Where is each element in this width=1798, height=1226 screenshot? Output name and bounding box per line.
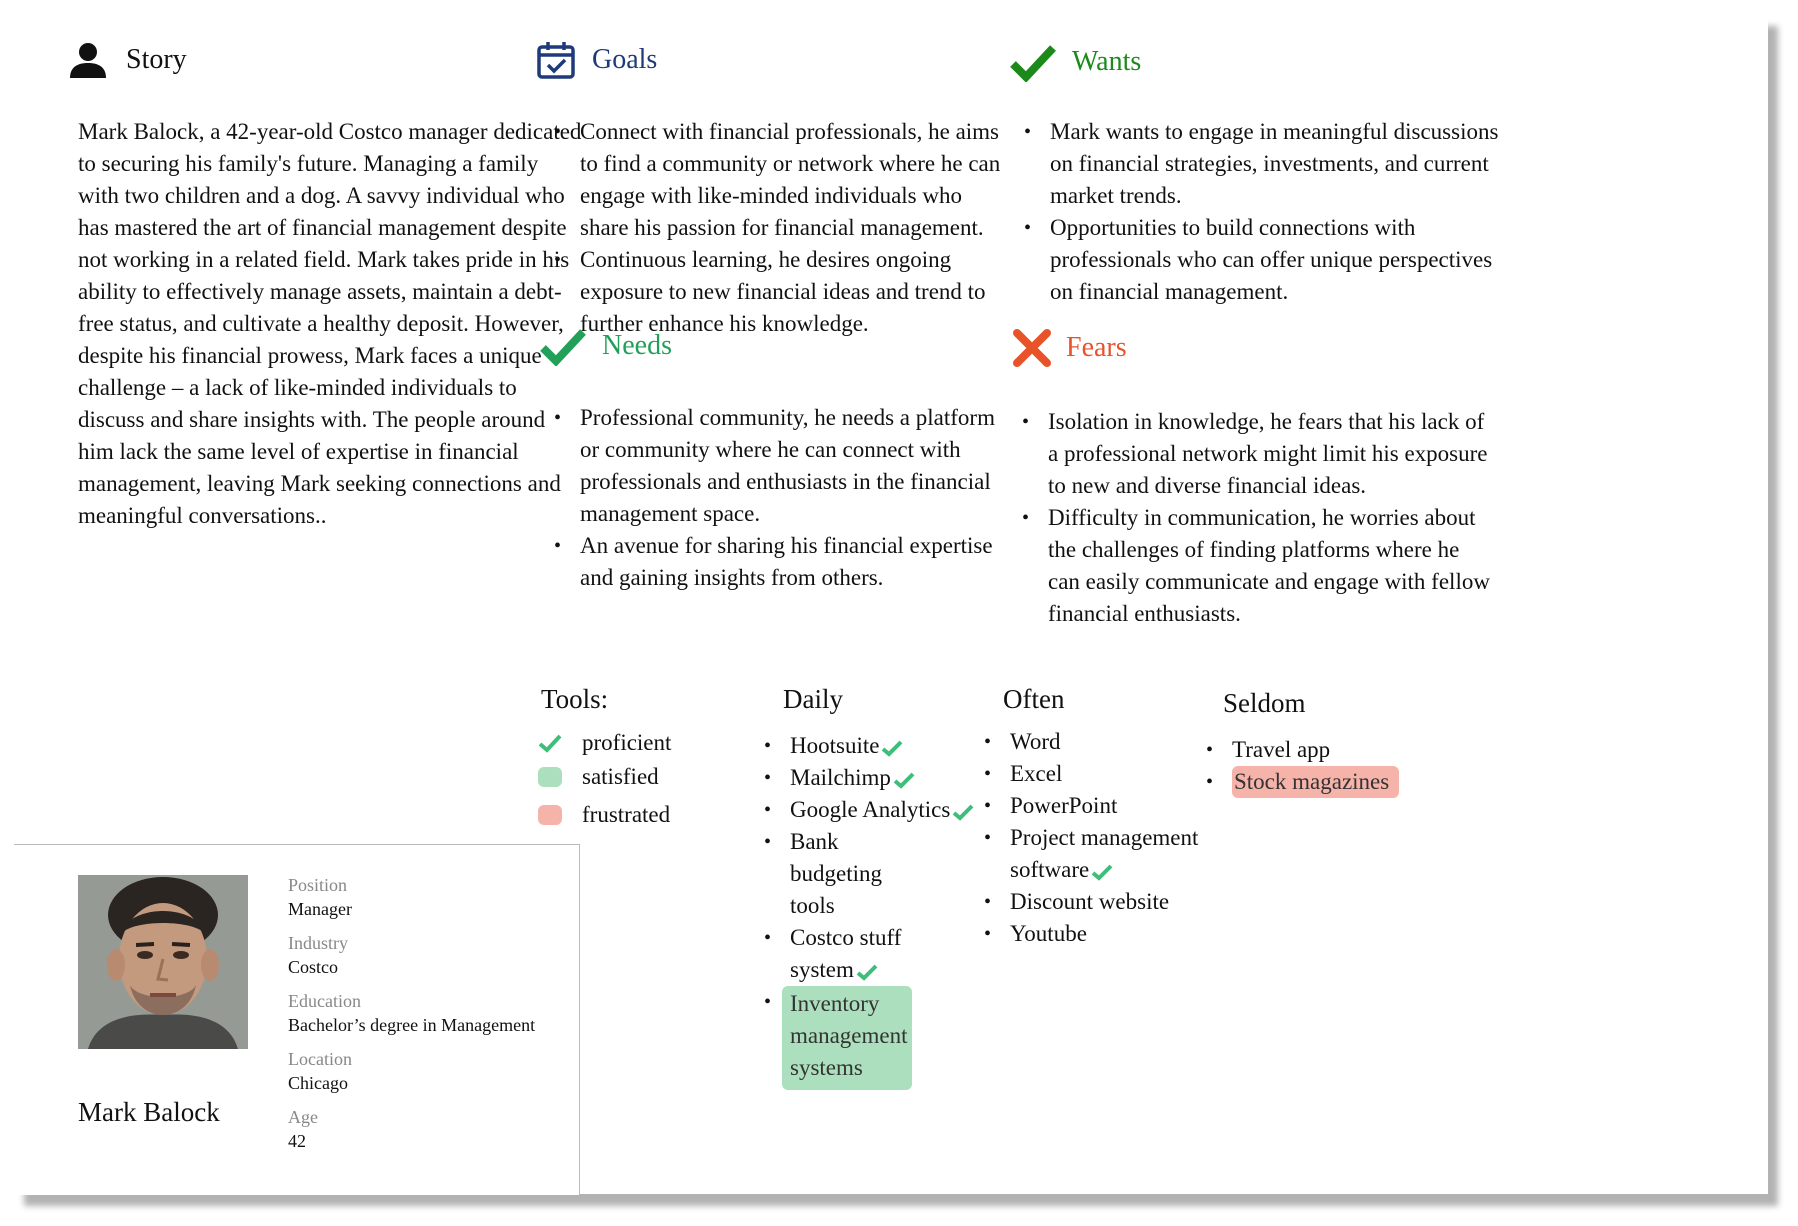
list-item: • Youtube <box>984 918 1214 950</box>
wants-header <box>1010 42 1141 82</box>
portrait-image <box>78 875 248 1049</box>
list-item: • Professional community, he needs a platform or community where he can connect with professionals and enthusiasts in the financial management space. <box>554 402 1002 530</box>
needs-list <box>554 402 1002 594</box>
satisfied-highlight: • Inventory management systems <box>782 986 912 1090</box>
check-icon <box>893 771 915 789</box>
frustrated-highlight: Stock magazines <box>1232 766 1399 798</box>
check-icon <box>1091 863 1113 881</box>
seldom-title: Seldom <box>1223 688 1306 718</box>
fears-title: Fears <box>1066 332 1127 363</box>
profile-card <box>14 844 580 1195</box>
list-item <box>984 822 1214 886</box>
needs-title: Needs <box>602 330 672 361</box>
list-item <box>1206 766 1446 798</box>
needs-header <box>540 326 672 366</box>
check-icon <box>538 733 562 753</box>
age-label: Age <box>288 1107 318 1127</box>
list-item: • An avenue for sharing his financial expertise and gaining insights from others. <box>554 530 1002 594</box>
fears-header <box>1012 328 1127 368</box>
tool-name: Hootsuite <box>790 733 880 758</box>
often-title: Often <box>1003 684 1065 714</box>
legend-label: proficient <box>582 730 672 755</box>
tool-name: Bank budgeting tools <box>790 829 882 918</box>
tool-name: Project management software <box>1010 825 1199 882</box>
story-header <box>68 40 187 80</box>
person-icon <box>68 40 108 80</box>
goals-title: Goals <box>592 44 658 75</box>
goals-list <box>554 116 1002 340</box>
list-item <box>764 730 984 762</box>
location-label: Location <box>288 1049 352 1069</box>
daily-title: Daily <box>783 684 843 714</box>
person-name: Mark Balock <box>78 1097 220 1127</box>
industry-label: Industry <box>288 933 348 953</box>
story-text: Mark Balock, a 42-year-old Costco manager dedicated to securing his family's future. Managing a family with two children and a dog. A savvy individual who has mastered the art of financial management despite not working in a related field. Mark takes pride in his ability to effectively manage assets, maintain a debt-free status, and cultivate a healthy deposit. However, despite his financial prowess, Mark faces a unique challenge – a lack of like-minded individuals to discuss and share insights with. The people around him lack the same level of expertise in financial management, leaving Mark seeking connections and meaningful conversations.. <box>78 119 582 528</box>
goals-header <box>536 40 657 80</box>
list-item: • Opportunities to build connections with professionals who can offer unique perspectives on financial management. <box>1024 212 1504 308</box>
satisfied-swatch <box>538 767 562 787</box>
story-title: Story <box>126 44 187 75</box>
wants-title: Wants <box>1072 46 1142 77</box>
calendar-check-icon <box>536 40 576 80</box>
x-icon <box>1012 328 1052 368</box>
frustrated-swatch <box>538 805 562 825</box>
tools-title: Tools: <box>541 684 609 714</box>
check-icon <box>540 326 586 366</box>
list-item: • Discount website <box>984 886 1214 918</box>
list-item: • Difficulty in communication, he worries about the challenges of finding platforms where he can easily communicate and engage with fellow financial enthusiasts. <box>1022 502 1492 630</box>
list-item <box>764 762 984 794</box>
list-item: • Connect with financial professionals, he aims to find a community or network where he can engage with like-minded individuals who share his passion for financial management. <box>554 116 1002 244</box>
wants-list <box>1024 116 1504 308</box>
seldom-list <box>1206 734 1446 798</box>
legend-label: frustrated <box>582 802 671 827</box>
list-item: • Excel <box>984 758 1214 790</box>
check-icon <box>881 739 903 757</box>
check-icon <box>856 963 878 981</box>
persona-page <box>14 14 1768 1194</box>
tool-name: Costco stuff system <box>790 925 902 982</box>
age-value: 42 <box>288 1131 306 1151</box>
legend-label: satisfied <box>582 764 659 789</box>
often-list <box>984 726 1214 950</box>
position-value: Manager <box>288 899 352 919</box>
check-icon <box>1010 42 1056 82</box>
check-icon <box>952 803 974 821</box>
profile-fields <box>288 873 535 1163</box>
tool-name: Mailchimp <box>790 765 891 790</box>
list-item: • Travel app <box>1206 734 1446 766</box>
industry-value: Costco <box>288 957 339 977</box>
legend-frustrated <box>538 802 670 828</box>
list-item <box>764 826 930 922</box>
list-item: • Continuous learning, he desires ongoing exposure to new financial ideas and trend to further enhance his knowledge. <box>554 244 1002 340</box>
list-item: • Isolation in knowledge, he fears that his lack of a professional network might limit his exposure to new and diverse financial ideas. <box>1022 406 1492 502</box>
avatar <box>78 875 248 1049</box>
list-item <box>764 986 984 1090</box>
legend-satisfied <box>538 764 659 790</box>
position-label: Position <box>288 875 348 895</box>
daily-list <box>764 730 984 1090</box>
tool-name: Google Analytics <box>790 797 951 822</box>
education-value: Bachelor’s degree in Management <box>288 1015 536 1035</box>
list-item <box>764 794 984 826</box>
list-item: • Word <box>984 726 1214 758</box>
list-item: • Mark wants to engage in meaningful discussions on financial strategies, investments, and current market trends. <box>1024 116 1504 212</box>
fears-list <box>1022 406 1492 630</box>
location-value: Chicago <box>288 1073 348 1093</box>
list-item <box>764 922 930 986</box>
legend-proficient <box>538 730 671 756</box>
education-label: Education <box>288 991 361 1011</box>
list-item: • PowerPoint <box>984 790 1214 822</box>
